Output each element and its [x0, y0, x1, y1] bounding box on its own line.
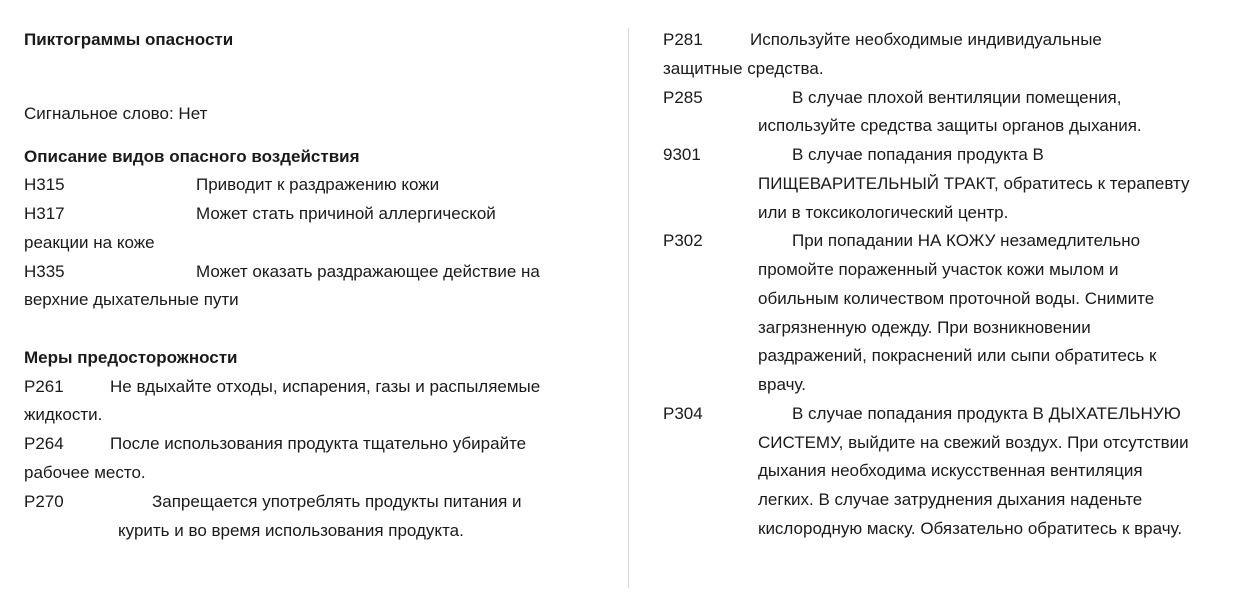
precaution-code-p270: P270: [24, 492, 64, 511]
precaution-code-p285: P285: [663, 88, 703, 107]
precaution-text-p304: В случае попадания продукта В ДЫХАТЕЛЬНУЮ: [792, 404, 1181, 423]
precaution-text-p261-cont: жидкости.: [24, 405, 103, 424]
precaution-text-p304-cont-1: СИСТЕМУ, выйдите на свежий воздух. При отсутствии: [758, 433, 1189, 452]
signal-word: Сигнальное слово: Нет: [24, 104, 208, 123]
hazard-heading: Описание видов опасного воздействия: [24, 147, 360, 166]
precaution-code-p261: P261: [24, 377, 64, 396]
hazard-text-h335-cont: верхние дыхательные пути: [24, 290, 239, 309]
hazard-code-h335: H335: [24, 262, 65, 281]
precaution-text-p285-cont: используйте средства защиты органов дыхания.: [758, 116, 1142, 135]
precautions-heading: Меры предосторожности: [24, 348, 238, 367]
precaution-text-p270: Запрещается употреблять продукты питания и: [152, 492, 522, 511]
precaution-text-p285: В случае плохой вентиляции помещения,: [792, 88, 1122, 107]
precaution-code-p304: P304: [663, 404, 703, 423]
precaution-code-p264: P264: [24, 434, 64, 453]
precaution-text-9301-cont-1: ПИЩЕВАРИТЕЛЬНЫЙ ТРАКТ, обратитесь к терапевту: [758, 174, 1190, 193]
precaution-text-p281-cont: защитные средства.: [663, 59, 824, 78]
precaution-text-p302-cont-1: промойте пораженный участок кожи мылом и: [758, 260, 1119, 279]
precaution-code-9301: 9301: [663, 145, 701, 164]
precaution-text-9301-cont-2: или в токсикологический центр.: [758, 203, 1009, 222]
hazard-code-h315: H315: [24, 175, 65, 194]
precaution-text-p302-cont-4: раздражений, покраснений или сыпи обратитесь к: [758, 346, 1157, 365]
precaution-text-p261: Не вдыхайте отходы, испарения, газы и распыляемые: [110, 377, 541, 396]
precaution-text-p304-cont-2: дыхания необходима искусственная вентиляция: [758, 461, 1143, 480]
precaution-code-p302: P302: [663, 231, 703, 250]
precaution-text-p302-cont-3: загрязненную одежду. При возникновении: [758, 318, 1091, 337]
precaution-text-9301: В случае попадания продукта В: [792, 145, 1044, 164]
column-divider: [628, 28, 629, 588]
pictograms-heading: Пиктограммы опасности: [24, 30, 234, 49]
precaution-text-p281: Используйте необходимые индивидуальные: [750, 30, 1102, 49]
hazard-text-h335: Может оказать раздражающее действие на: [196, 262, 540, 281]
precaution-code-p281: P281: [663, 30, 703, 49]
precaution-text-p264-cont: рабочее место.: [24, 463, 146, 482]
hazard-code-h317: H317: [24, 204, 65, 223]
precaution-text-p270-cont: курить и во время использования продукта.: [118, 521, 464, 540]
hazard-text-h317-cont: реакции на коже: [24, 233, 155, 252]
precaution-text-p302-cont-5: врачу.: [758, 375, 806, 394]
precaution-text-p264: После использования продукта тщательно убирайте: [110, 434, 527, 453]
hazard-text-h315: Приводит к раздражению кожи: [196, 175, 440, 194]
precaution-text-p302-cont-2: обильным количеством проточной воды. Снимите: [758, 289, 1155, 308]
precaution-text-p304-cont-3: легких. В случае затруднения дыхания наденьте: [758, 490, 1143, 509]
hazard-text-h317: Может стать причиной аллергической: [196, 204, 496, 223]
precaution-text-p304-cont-4: кислородную маску. Обязательно обратитесь к врачу.: [758, 519, 1183, 538]
precaution-text-p302: При попадании НА КОЖУ незамедлительно: [792, 231, 1141, 250]
